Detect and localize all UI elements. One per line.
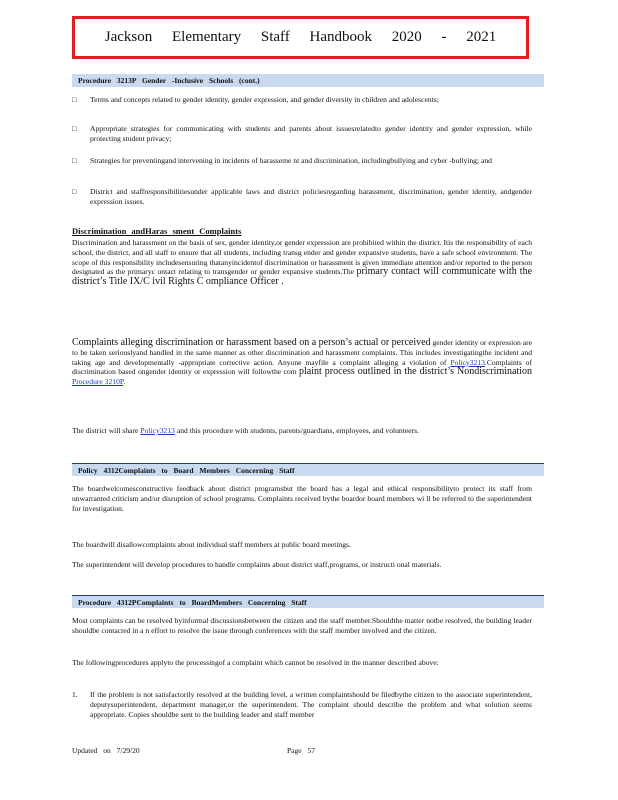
procedure-4312p-bar: Procedure 4312PComplaints to BoardMembers Concerning Staff: [72, 595, 544, 608]
policy-4312-bar: Policy 4312Complaints to Board Members Concerning Staff: [72, 463, 544, 476]
handbook-title-box: [72, 16, 529, 59]
board-feedback-paragraph: The boardwelcomesconstructive feedback about district programsbut the board has a legal and ethical responsibilityto protect its staff from unwarranted criticism and/or disruption of school programs. Complaints received bythe boardor board members wi ll be referred to the superintendent for investigation.: [72, 484, 532, 513]
paragraph-text: .: [123, 377, 126, 387]
bullet-text: District and staffresponsibilitiesunder applicable laws and district policiesregarding harassment, discrimination, gender identity, andgender expression issues.: [90, 187, 532, 206]
checkbox-bullet-icon: □: [72, 124, 77, 133]
paragraph-text: and this procedure with students, parents/guardians, employees, and volunteers.: [176, 426, 419, 435]
informal-discussion-paragraph: Most complaints can be resolved byinformal discussionsbetween the citizen and the staff member.Shouldthe matter notbe resolved, the building leader shouldbe contacted in a n effort to resolve the issue through conferences with the staff member involved and the citizen.: [72, 616, 532, 635]
paragraph-text: The district will share: [72, 426, 139, 435]
policy-3213-link[interactable]: Policy3213: [450, 357, 485, 367]
bullet-text: Terms and concepts related to gender identity, gender expression, and gender diversity in children and adolescents;: [90, 95, 439, 104]
procedure-3210p-link[interactable]: Procedure 3210P: [72, 377, 124, 387]
bullet-text: Appropriate strategies for communicating with students and parents about issuesrelatedto gender identity and gender expression, while protecting student privacy;: [90, 124, 532, 143]
bullet-item: [72, 187, 532, 207]
paragraph-text: gender identity or expression are to be taken seriouslyand handled in the same manner as other discrimination and harassment complaints. This includes investigatingthe incident and taking age and developmentally -appropriate corrective action. Anyone mayfile a complaint alleging a violation of: [72, 338, 532, 367]
disallow-paragraph: The boardwill disallowcomplaints about individual staff members at public board meetings.: [72, 540, 351, 549]
numbered-item: [72, 690, 532, 719]
checkbox-bullet-icon: □: [72, 95, 77, 104]
checkbox-bullet-icon: □: [72, 187, 77, 196]
checkbox-bullet-icon: □: [72, 156, 77, 165]
share-paragraph: [72, 426, 532, 436]
page-number: Page 57: [287, 746, 315, 755]
paragraph-lead: Complaints alleging discrimination or harassment based on a person’s actual or perceived: [72, 337, 431, 348]
paragraph-text: .Complaints of discrimination based ongender identity or expression will followthe com: [72, 357, 533, 377]
bullet-item: [72, 156, 532, 166]
discrimination-heading: Discrimination andHaras sment Complaints: [72, 226, 242, 236]
policy-3213-link[interactable]: Policy3213: [140, 426, 175, 435]
item-number: 1.: [72, 690, 78, 699]
item-text: If the problem is not satisfactorily resolved at the building level, a written complaintshould be filedbythe citizen to the associate superintendent, deputysuperintendent, department manager,or the superintendent. The complaint should describe the problem and what solution seems appropriate. Copies shouldbe sent to the building leader and staff member: [90, 690, 532, 719]
discrimination-paragraph: [72, 238, 532, 287]
updated-date: Updated on 7/29/20: [72, 746, 140, 755]
paragraph-text: Discrimination and harassment on the basis of sex, gender identity,or gender expression are prohibited within the district. Itis the responsibility of each school, the district, and all staff to ensure that all students, including transg ender and gender expansive students, have a safe school environment. The scope of this responsibility includesensuring thatanyincidentof discrimination or harassment is given immediate attention and/or reported to the person designated as the primaryc ontact relating to transgender or gender expansive students.The: [72, 238, 532, 277]
procedures-paragraph: The followingprocedures applyto the processingof a complaint which cannot be resolved in the manner described above:: [72, 658, 439, 667]
handbook-title: Jackson Elementary Staff Handbook 2020 - 2021: [104, 29, 497, 45]
bullet-item: [72, 124, 532, 144]
complaints-paragraph: [72, 338, 532, 387]
bullet-item: [72, 95, 532, 105]
procedure-3213p-bar: Procedure 3213P Gender -Inclusive Schools (cont.): [72, 74, 544, 87]
bullet-text: Strategies for preventingand intervening in incidents of harasseme nt and discrimination, includingbullying and cyber -bullying; and: [90, 156, 492, 165]
paragraph-text: primary contact will communicate with the district’s Title IX/C ivil Rights C ompliance Officer .: [72, 266, 533, 288]
superintendent-paragraph: The superintendent will develop procedures to handle complaints about district staff,programs, or instructi onal materials.: [72, 560, 442, 569]
paragraph-text: plaint process outlined in the district’s Nondiscrimination: [299, 366, 533, 378]
